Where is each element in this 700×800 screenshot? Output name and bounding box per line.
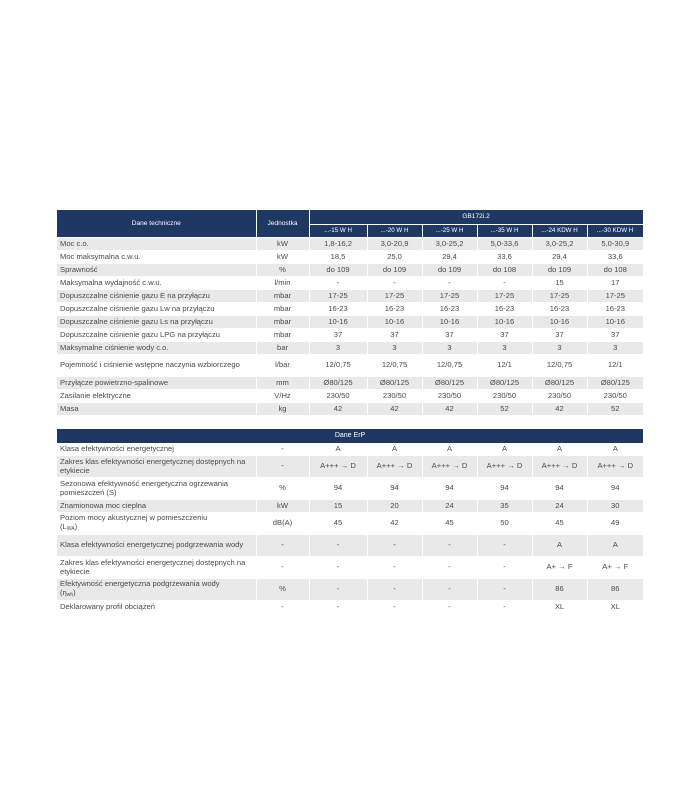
row-value: A: [367, 443, 422, 456]
row-label-text: Moc maksymalna c.w.u.: [60, 251, 141, 261]
row-unit: -: [256, 456, 309, 478]
row-value: 15: [309, 500, 367, 513]
row-label-text: Dopuszczalne ciśnienie gazu Lw na przyłączu: [60, 303, 215, 313]
table-row: [57, 403, 643, 416]
row-value: 42: [367, 513, 422, 535]
row-label: [57, 478, 256, 500]
erp-section-spacer: [57, 416, 643, 429]
row-value: 45: [422, 513, 477, 535]
table-row: [57, 316, 643, 329]
row-unit: mbar: [256, 316, 309, 329]
row-value: A+++ → D: [422, 456, 477, 478]
row-value: 37: [309, 329, 367, 342]
row-value: 3: [422, 342, 477, 355]
table-row: [57, 329, 643, 342]
row-value: A+ → F: [532, 557, 587, 579]
header-model: ...-25 W H: [422, 225, 477, 238]
row-value: 10-16: [309, 316, 367, 329]
row-label-text: Zakres klas efektywności energetycznej dostępnych na etykiecie: [60, 456, 246, 475]
row-label: [57, 238, 256, 251]
table-row: [57, 557, 643, 579]
row-value: 12/0,75: [532, 355, 587, 377]
row-value: do 109: [309, 264, 367, 277]
row-label-text: Pojemność i ciśnienie wstępne naczynia wzbiorczego: [60, 360, 240, 370]
row-unit: mbar: [256, 303, 309, 316]
erp-title: Dane ErP: [57, 429, 643, 444]
row-value: 16-23: [309, 303, 367, 316]
row-label-text: Maksymalne ciśnienie wody c.o.: [60, 342, 169, 352]
row-label-text: Sprawność: [60, 264, 98, 274]
table-row: [57, 303, 643, 316]
erp-section-header: [57, 429, 643, 444]
table-row: [57, 251, 643, 264]
row-value: -: [367, 557, 422, 579]
row-unit: V/Hz: [256, 390, 309, 403]
row-label: [57, 251, 256, 264]
row-value: 37: [587, 329, 643, 342]
row-label: [57, 264, 256, 277]
row-value: 29,4: [532, 251, 587, 264]
row-label: [57, 342, 256, 355]
row-label-text: Klasa efektywności energetycznej: [60, 443, 174, 453]
row-value: 5,0-33,6: [477, 238, 532, 251]
row-label: [57, 403, 256, 416]
header-label-column: Dane techniczne: [57, 210, 256, 238]
row-value: 17-25: [477, 290, 532, 303]
row-value: 16-23: [367, 303, 422, 316]
row-label-text: Zasilanie elektryczne: [60, 390, 131, 400]
row-value: A+++ → D: [587, 456, 643, 478]
row-value: 33,6: [477, 251, 532, 264]
row-label-text: Dopuszczalne ciśnienie gazu E na przyłączu: [60, 290, 210, 300]
row-unit: mbar: [256, 290, 309, 303]
row-value: 17-25: [422, 290, 477, 303]
row-value: 33,6: [587, 251, 643, 264]
row-value: 3,0-25,2: [422, 238, 477, 251]
row-unit: %: [256, 579, 309, 601]
header-model: ...-20 W H: [367, 225, 422, 238]
row-value: Ø80/125: [309, 377, 367, 390]
row-value: -: [309, 535, 367, 557]
technical-data-sheet: [57, 210, 643, 614]
row-value: 35: [477, 500, 532, 513]
row-label: [57, 329, 256, 342]
row-value: 3: [587, 342, 643, 355]
row-value: 10-16: [367, 316, 422, 329]
row-value: do 109: [422, 264, 477, 277]
row-unit: kg: [256, 403, 309, 416]
row-value: XL: [532, 601, 587, 614]
row-value: -: [422, 601, 477, 614]
table-row: [57, 513, 643, 535]
row-label: [57, 557, 256, 579]
row-label-text: Masa: [60, 403, 79, 413]
row-value: 3: [367, 342, 422, 355]
row-value: 230/50: [309, 390, 367, 403]
row-value: 18,5: [309, 251, 367, 264]
row-value: A: [587, 443, 643, 456]
spec-table: [57, 210, 644, 614]
row-value: 42: [309, 403, 367, 416]
row-label-symbol-end: ): [74, 521, 78, 531]
row-label-text: Efektywność energetyczna podgrzewania wody: [60, 579, 220, 589]
row-value: -: [367, 579, 422, 601]
row-label: [57, 443, 256, 456]
row-unit: kW: [256, 238, 309, 251]
row-value: Ø80/125: [532, 377, 587, 390]
row-value: 3: [309, 342, 367, 355]
row-label: [57, 277, 256, 290]
table-row: [57, 390, 643, 403]
row-value: 16-23: [422, 303, 477, 316]
row-unit: -: [256, 557, 309, 579]
row-value: -: [309, 601, 367, 614]
row-label-text: Przyłącze powietrzno-spalinowe: [60, 377, 169, 387]
row-value: do 109: [367, 264, 422, 277]
table-row: [57, 238, 643, 251]
row-label-text: Deklarowany profil obciążeń: [60, 601, 155, 611]
row-value: -: [477, 277, 532, 290]
row-value: 16-23: [532, 303, 587, 316]
row-value: 1,8-16,2: [309, 238, 367, 251]
table-row: [57, 535, 643, 557]
row-value: 86: [587, 579, 643, 601]
row-label-subscript: wh: [66, 591, 74, 598]
row-label: [57, 355, 256, 377]
table-row: [57, 377, 643, 390]
row-value: A: [477, 443, 532, 456]
table-row: [57, 601, 643, 614]
row-value: 94: [309, 478, 367, 500]
row-value: do 108: [587, 264, 643, 277]
row-unit: kW: [256, 500, 309, 513]
row-value: 12/1: [587, 355, 643, 377]
row-label-symbol: (L: [60, 521, 67, 531]
row-value: 24: [422, 500, 477, 513]
row-label-text: Dopuszczalne ciśnienie gazu LPG na przyłączu: [60, 329, 220, 339]
row-value: Ø80/125: [367, 377, 422, 390]
row-value: -: [422, 579, 477, 601]
row-value: 42: [422, 403, 477, 416]
row-value: Ø80/125: [587, 377, 643, 390]
row-unit: l/bar: [256, 355, 309, 377]
row-value: 12/0,75: [367, 355, 422, 377]
table-row: [57, 355, 643, 377]
row-value: 94: [422, 478, 477, 500]
row-value: 16-23: [587, 303, 643, 316]
row-value: 10-16: [532, 316, 587, 329]
row-unit: l/min: [256, 277, 309, 290]
row-label-text: Maksymalna wydajność c.w.u.: [60, 277, 162, 287]
row-value: 3: [532, 342, 587, 355]
row-value: A: [422, 443, 477, 456]
row-value: -: [422, 277, 477, 290]
header-model: ...-35 W H: [477, 225, 532, 238]
row-value: 29,4: [422, 251, 477, 264]
row-value: 17: [587, 277, 643, 290]
row-value: A+ → F: [587, 557, 643, 579]
row-value: A+++ → D: [309, 456, 367, 478]
tech-data-body: [57, 238, 643, 416]
row-unit: kW: [256, 251, 309, 264]
spec-table-header: [57, 210, 643, 238]
row-value: A+++ → D: [367, 456, 422, 478]
row-label-subscript: WA: [66, 525, 75, 532]
row-value: 12/0,75: [422, 355, 477, 377]
row-value: 37: [532, 329, 587, 342]
row-value: 12/1: [477, 355, 532, 377]
row-value: 10-16: [477, 316, 532, 329]
row-value: 10-16: [587, 316, 643, 329]
table-row: [57, 290, 643, 303]
row-value: 50: [477, 513, 532, 535]
row-value: 17-25: [367, 290, 422, 303]
row-value: 42: [532, 403, 587, 416]
row-value: -: [309, 557, 367, 579]
erp-data-body: [57, 443, 643, 614]
row-label: [57, 303, 256, 316]
row-value: -: [477, 557, 532, 579]
row-label-text: Zakres klas efektywności energetycznej dostępnych na etykiecie: [60, 557, 246, 576]
row-value: XL: [587, 601, 643, 614]
row-value: 25,0: [367, 251, 422, 264]
table-row: [57, 342, 643, 355]
table-row: [57, 579, 643, 601]
row-unit: %: [256, 264, 309, 277]
row-label: [57, 513, 256, 535]
row-value: 24: [532, 500, 587, 513]
row-label: [57, 579, 256, 601]
row-unit: -: [256, 601, 309, 614]
row-value: -: [477, 601, 532, 614]
row-value: 94: [532, 478, 587, 500]
row-value: A: [532, 535, 587, 557]
row-value: -: [422, 557, 477, 579]
row-value: 230/50: [422, 390, 477, 403]
row-label: [57, 601, 256, 614]
row-unit: dB(A): [256, 513, 309, 535]
row-label-text: Sezonowa efektywność energetyczna ogrzewania pomieszczeń (S): [60, 478, 229, 497]
row-value: 94: [367, 478, 422, 500]
row-value: 42: [367, 403, 422, 416]
row-label-text: Klasa efektywności energetycznej podgrzewania wody: [60, 540, 244, 550]
row-value: 230/50: [477, 390, 532, 403]
row-value: 3: [477, 342, 532, 355]
row-value: 20: [367, 500, 422, 513]
row-value: 230/50: [367, 390, 422, 403]
row-value: 49: [587, 513, 643, 535]
row-value: Ø80/125: [477, 377, 532, 390]
row-value: -: [367, 601, 422, 614]
row-value: -: [477, 579, 532, 601]
table-row: [57, 500, 643, 513]
row-label-symbol-end: ): [73, 587, 76, 597]
row-value: 37: [422, 329, 477, 342]
row-value: -: [309, 579, 367, 601]
row-label: [57, 290, 256, 303]
table-row: [57, 456, 643, 478]
row-value: A+++ → D: [477, 456, 532, 478]
row-value: A: [587, 535, 643, 557]
row-label: [57, 456, 256, 478]
row-value: 45: [532, 513, 587, 535]
row-unit: mm: [256, 377, 309, 390]
row-unit: bar: [256, 342, 309, 355]
row-label: [57, 500, 256, 513]
row-value: A+++ → D: [532, 456, 587, 478]
header-model-group: GB172i.2: [309, 210, 643, 225]
row-value: A: [532, 443, 587, 456]
row-unit: %: [256, 478, 309, 500]
row-value: 94: [477, 478, 532, 500]
row-label: [57, 377, 256, 390]
row-value: -: [309, 277, 367, 290]
row-label: [57, 390, 256, 403]
row-value: 37: [477, 329, 532, 342]
row-value: 17-25: [532, 290, 587, 303]
row-value: 94: [587, 478, 643, 500]
table-row: [57, 443, 643, 456]
row-value: 230/50: [532, 390, 587, 403]
row-unit: -: [256, 443, 309, 456]
row-value: 52: [477, 403, 532, 416]
row-value: 45: [309, 513, 367, 535]
header-model: ...-15 W H: [309, 225, 367, 238]
row-value: 230/50: [587, 390, 643, 403]
row-value: 30: [587, 500, 643, 513]
table-row: [57, 277, 643, 290]
row-value: 86: [532, 579, 587, 601]
row-value: -: [422, 535, 477, 557]
row-value: do 108: [477, 264, 532, 277]
row-value: 10-16: [422, 316, 477, 329]
row-label-text: Dopuszczalne ciśnienie gazu Ls na przyłączu: [60, 316, 213, 326]
row-unit: -: [256, 535, 309, 557]
row-value: do 109: [532, 264, 587, 277]
row-label-symbol: (η: [60, 587, 67, 597]
row-value: 16-23: [477, 303, 532, 316]
table-row: [57, 478, 643, 500]
row-value: 37: [367, 329, 422, 342]
row-value: Ø80/125: [422, 377, 477, 390]
header-unit-column: Jednostka: [256, 210, 309, 238]
row-value: 3,0-20,9: [367, 238, 422, 251]
header-model: ...-30 KDW H: [587, 225, 643, 238]
row-value: 3,0-25,2: [532, 238, 587, 251]
row-value: -: [367, 535, 422, 557]
row-label-text: Poziom mocy akustycznej w pomieszczeniu: [60, 513, 208, 523]
row-value: 15: [532, 277, 587, 290]
row-value: 17-25: [587, 290, 643, 303]
row-label: [57, 316, 256, 329]
row-value: 12/0,75: [309, 355, 367, 377]
row-value: -: [477, 535, 532, 557]
row-value: 5,0-30,9: [587, 238, 643, 251]
row-value: 17-25: [309, 290, 367, 303]
row-label: [57, 535, 256, 557]
row-value: 52: [587, 403, 643, 416]
row-unit: mbar: [256, 329, 309, 342]
row-label-text: Znamionowa moc cieplna: [60, 500, 147, 510]
row-label-text: Moc c.o.: [60, 238, 89, 248]
row-value: A: [309, 443, 367, 456]
row-value: -: [367, 277, 422, 290]
header-model: ...-24 KDW H: [532, 225, 587, 238]
table-row: [57, 264, 643, 277]
